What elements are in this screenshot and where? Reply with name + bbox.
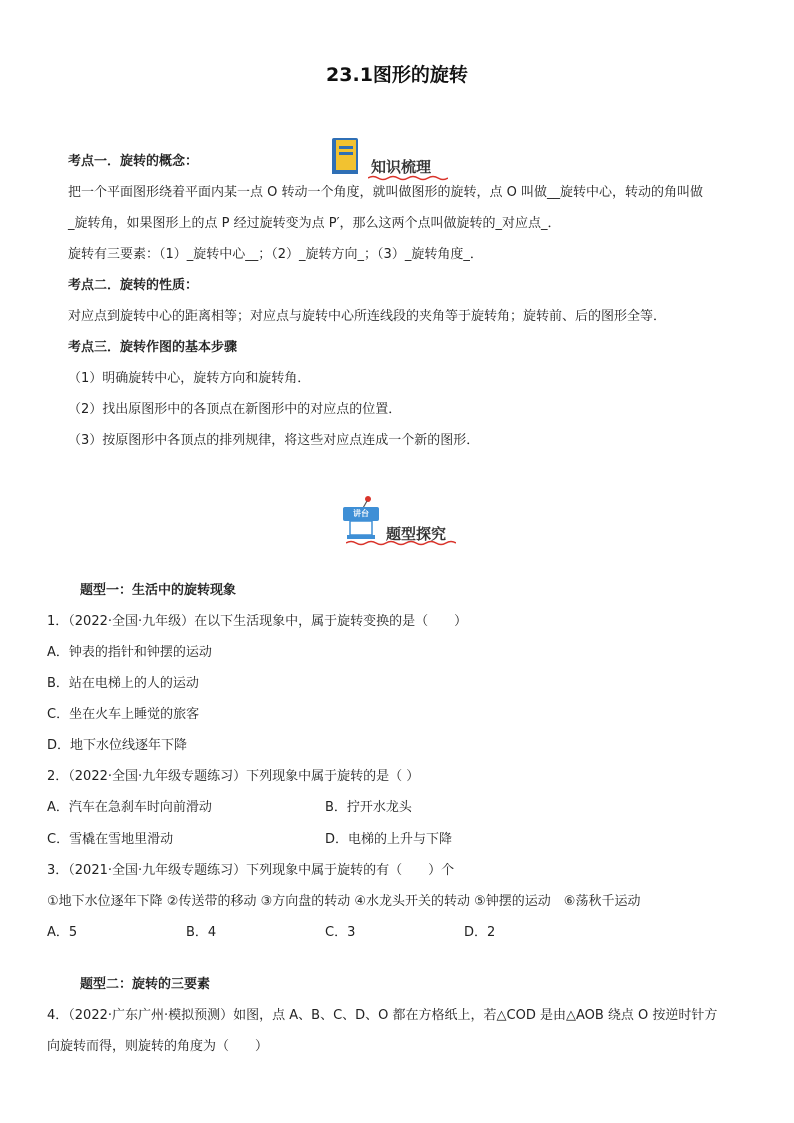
q1-stem: 1．（2022·全国·九年级）在以下生活现象中，属于旋转变换的是（ ） <box>47 614 468 629</box>
q1-option-b: B．站在电梯上的人的运动 <box>47 676 199 691</box>
q2-option-d: D．电梯的上升与下降 <box>325 832 453 847</box>
q1-option-a: A．钟表的指针和钟摆的运动 <box>47 645 212 660</box>
type1-title: 题型一：生活中的旋转现象 <box>80 583 237 598</box>
q3-items: ①地下水位逐年下降 ②传送带的移动 ③方向盘的转动 ④水龙头开关的转动 ⑤钟摆的运动 ⑥荡秋千运动 <box>47 894 641 909</box>
q3-option-a: A．5 <box>47 925 78 940</box>
book-icon <box>330 136 362 176</box>
kp1-line1: 把一个平面图形绕着平面内某一点 O 转动一个角度，就叫做图形的旋转，点 O 叫做__旋转中心，转动的角叫做 <box>68 185 703 200</box>
q2-option-c: C．雪橇在雪地里滑动 <box>47 832 174 847</box>
page-title: 23.1图形的旋转 <box>326 64 468 86</box>
q4-line1: 4．（2022·广东广州·模拟预测）如图，点 A、B、C、D、O 都在方格纸上，若△COD 是由△AOB 绕点 O 按逆时针方 <box>47 1008 718 1023</box>
type2-title: 题型二：旋转的三要素 <box>80 977 211 992</box>
kp3-step2: （2）找出原图形中的各顶点在新图形中的对应点的位置． <box>68 402 402 417</box>
q3-option-d: D．2 <box>464 925 496 940</box>
q2-stem: 2．（2022·全国·九年级专题练习）下列现象中属于旋转的是（ ） <box>47 769 420 784</box>
q3-stem: 3．（2021·全国·九年级专题练习）下列现象中属于旋转的有（ ）个 <box>47 863 455 878</box>
q1-option-c: C．坐在火车上睡觉的旅客 <box>47 707 200 722</box>
kp3-step3: （3）按原图形中各顶点的排列规律，将这些对应点连成一个新的图形． <box>68 433 480 448</box>
wave-underline-decoration <box>346 540 456 546</box>
q4-line2: 向旋转而得，则旋转的角度为（ ） <box>47 1039 269 1054</box>
kp2-line1: 对应点到旋转中心的距离相等；对应点与旋转中心所连线段的夹角等于旋转角；旋转前、后的图形全等． <box>68 309 667 324</box>
kp3-step1: （1）明确旋转中心，旋转方向和旋转角． <box>68 371 311 386</box>
kp1-line2: _旋转角，如果图形上的点 P 经过旋转变为点 P′，那么这两个点叫做旋转的_对应点_． <box>68 216 561 231</box>
kp3-title: 考点三．旋转作图的基本步骤 <box>68 340 238 355</box>
q2-option-b: B．拧开水龙头 <box>325 800 412 815</box>
q3-option-c: C．3 <box>325 925 356 940</box>
wave-underline-decoration <box>368 175 448 181</box>
section-heading-knowledge: 知识梳理 <box>371 158 432 176</box>
q1-option-d: D．地下水位线逐年下降 <box>47 738 188 753</box>
q3-option-b: B．4 <box>186 925 217 940</box>
kp1-line3: 旋转有三要素：（1）_旋转中心__；（2）_旋转方向_；（3）_旋转角度_． <box>68 247 483 262</box>
kp1-title: 考点一．旋转的概念： <box>68 154 199 169</box>
podium-label: 讲台 <box>353 509 369 518</box>
section-heading-question-types: 题型探究 <box>386 525 447 543</box>
podium-icon <box>338 494 384 544</box>
q2-option-a: A．汽车在急刹车时向前滑动 <box>47 800 212 815</box>
kp2-title: 考点二．旋转的性质： <box>68 278 199 293</box>
